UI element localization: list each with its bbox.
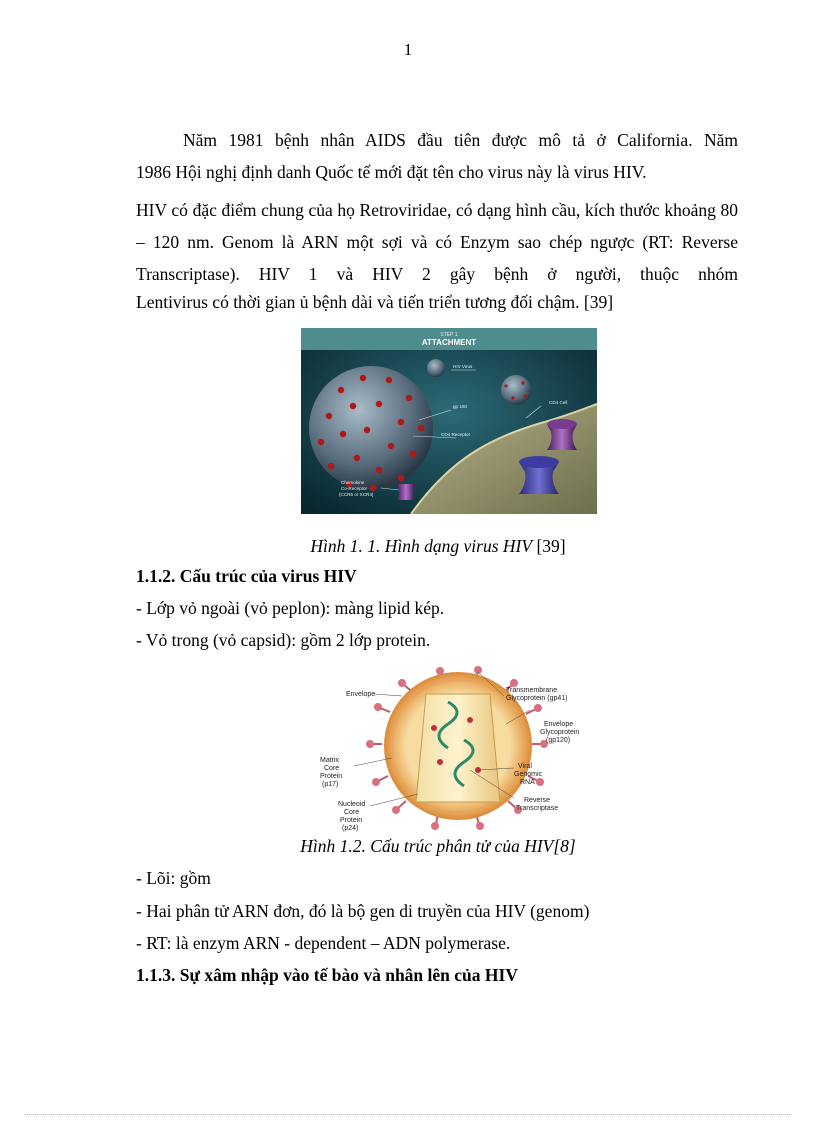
intro-line-1: Năm 1981 bệnh nhân AIDS đầu tiên được mô tả ở California. Năm bbox=[183, 130, 738, 150]
label-hiv-virus: HIV Virus bbox=[453, 364, 473, 369]
hiv-structure-diagram bbox=[318, 666, 600, 836]
label-matrix-3: Protein bbox=[320, 773, 343, 780]
label-matrix-2: Core bbox=[324, 765, 340, 772]
label-chemokine-2: Co-Receptor bbox=[341, 486, 368, 491]
section-heading-112: 1.1.2. Cấu trúc của virus HIV bbox=[136, 566, 357, 586]
label-viral-1: Viral bbox=[518, 763, 532, 770]
list-item-outer-shell: - Lớp vỏ ngoài (vỏ peplon): màng lipid kép. bbox=[136, 598, 445, 618]
banner-title: ATTACHMENT bbox=[421, 338, 477, 347]
label-envelope-gp-3: (gp120) bbox=[546, 737, 571, 744]
label-matrix-4: (p17) bbox=[322, 781, 339, 788]
label-rt-1: Reverse bbox=[524, 797, 551, 804]
label-nucleoid-4: (p24) bbox=[342, 825, 359, 832]
label-chemokine-1: Chemokine bbox=[341, 480, 365, 485]
intro-line-2: 1986 Hội nghị định danh Quốc tế mới đặt tên cho virus này là virus HIV. bbox=[136, 162, 647, 182]
figure-1-caption bbox=[0, 536, 816, 557]
figure-1-caption-title: Hình 1. 1. Hình dạng virus HIV bbox=[310, 536, 533, 556]
label-cd4-cell: CD4 Cell bbox=[549, 400, 568, 405]
label-cd4-receptor: CD4 Receptor bbox=[441, 432, 471, 437]
label-viral-2: Genomic bbox=[514, 771, 543, 778]
label-matrix-1: Matrix bbox=[320, 757, 340, 764]
label-envelope-gp-2: Glycoprotein bbox=[540, 729, 580, 736]
label-nucleoid-2: Core bbox=[344, 809, 360, 816]
banner-step: STEP 1 bbox=[440, 332, 458, 338]
list-item-rt: - RT: là enzym ARN - dependent – ADN polymerase. bbox=[136, 933, 511, 953]
figure-1-caption-ref: [39] bbox=[532, 536, 566, 556]
label-transmembrane-2: Glycoprotein (gp41) bbox=[506, 695, 568, 702]
label-nucleoid-3: Protein bbox=[340, 817, 363, 824]
list-item-rna: - Hai phân tử ARN đơn, đó là bộ gen di truyền của HIV (genom) bbox=[136, 901, 590, 921]
label-transmembrane-1: Transmembrane bbox=[506, 687, 558, 694]
label-nucleoid-1: Nucleoid bbox=[338, 801, 366, 808]
label-gp160: gp 160 bbox=[453, 404, 468, 409]
intro-paragraph-2: HIV có đặc điểm chung của họ Retroviridae, có dạng hình cầu, kích thước khoảng 80 – 120 nm. Genom là ARN một sợi và có Enzym sao chép ngược (RT: Reverse Transcriptase). HIV 1 và HIV 2 gây bệnh ở người, thuộc nhóm bbox=[136, 200, 738, 284]
label-envelope-gp-1: Envelope bbox=[544, 721, 574, 728]
page-bottom-border bbox=[24, 1114, 792, 1115]
label-rt-2: Transcriptase bbox=[516, 805, 559, 812]
label-chemokine-3: (CCR5 or XCR4) bbox=[339, 492, 374, 497]
figure-2-caption: Hình 1.2. Cấu trúc phân tử của HIV[8] bbox=[300, 836, 576, 856]
label-envelope: Envelope bbox=[346, 691, 376, 698]
hiv-attachment-figure bbox=[301, 328, 597, 514]
list-item-inner-shell: - Vỏ trong (vỏ capsid): gồm 2 lớp protein. bbox=[136, 630, 431, 650]
label-viral-3: RNA bbox=[520, 779, 535, 786]
section-heading-113: 1.1.3. Sự xâm nhập vào tế bào và nhân lên của HIV bbox=[136, 965, 518, 985]
list-item-core: - Lõi: gồm bbox=[136, 868, 211, 888]
page-number: 1 bbox=[403, 40, 413, 59]
intro-paragraph-2-last: Lentivirus có thời gian ủ bệnh dài và tiến triển tương đối chậm. [39] bbox=[136, 292, 614, 312]
